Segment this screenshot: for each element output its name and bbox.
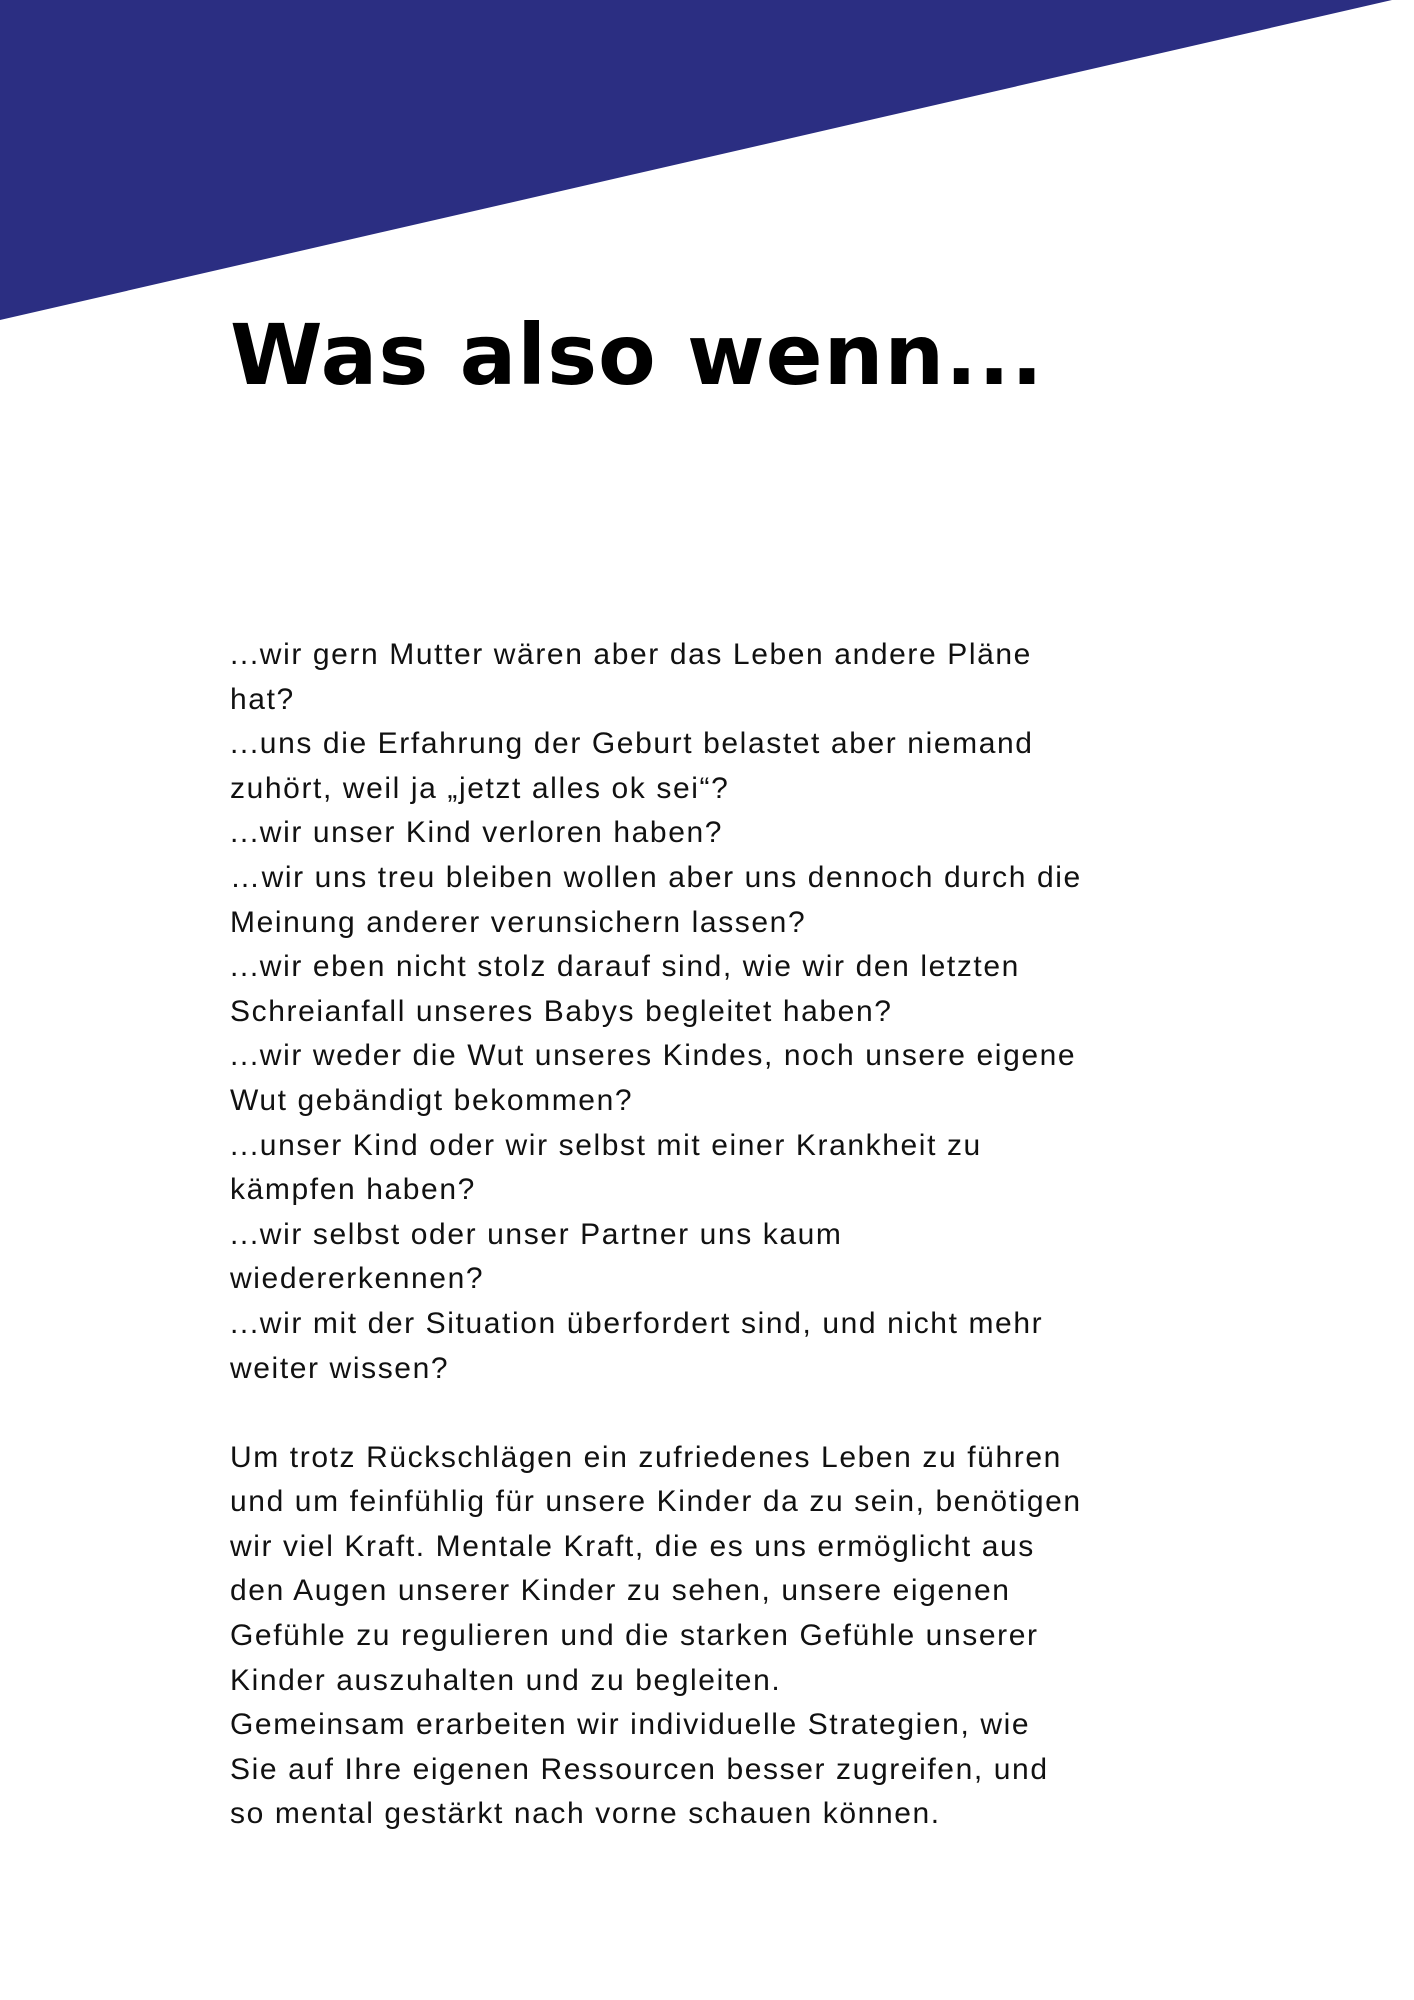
question-line: ...unser Kind oder wir selbst mit einer Krankheit zu — [230, 1128, 982, 1162]
question-line: ...wir selbst oder unser Partner uns kaum — [230, 1217, 843, 1251]
question-line: kämpfen haben? — [230, 1173, 476, 1207]
closing-line: Um trotz Rückschlägen ein zufriedenes Leben zu führen — [230, 1440, 1062, 1474]
closing-line: so mental gestärkt nach vorne schauen können. — [230, 1797, 941, 1831]
question-line: ...wir mit der Situation überfordert sind, und nicht mehr — [230, 1306, 1044, 1340]
question-line: weiter wissen? — [230, 1351, 450, 1385]
body-text — [230, 633, 1130, 1837]
question-line: ...wir eben nicht stolz darauf sind, wie wir den letzten — [230, 950, 1020, 984]
closing-line: den Augen unserer Kinder zu sehen, unsere eigenen — [230, 1574, 1011, 1608]
question-line: ...wir weder die Wut unseres Kindes, noch unsere eigene — [230, 1039, 1077, 1073]
closing-line: Kinder auszuhalten und zu begleiten. — [230, 1663, 782, 1697]
question-line: Meinung anderer verunsichern lassen? — [230, 905, 807, 939]
question-line: zuhört, weil ja „jetzt alles ok sei“? — [230, 771, 730, 805]
question-line: ...uns die Erfahrung der Geburt belastet aber niemand — [230, 727, 1034, 761]
question-line: ...wir gern Mutter wären aber das Leben andere Pläne — [230, 638, 1032, 671]
closing-paragraph — [230, 1436, 1130, 1837]
question-line: Schreianfall unseres Babys begleitet haben? — [230, 994, 893, 1028]
question-line: ...wir unser Kind verloren haben? — [230, 816, 724, 850]
question-line: hat? — [230, 682, 295, 716]
closing-line: Sie auf Ihre eigenen Ressourcen besser zugreifen, und — [230, 1752, 1049, 1786]
paragraph-spacer — [230, 1391, 1130, 1436]
question-line: Wut gebändigt bekommen? — [230, 1083, 634, 1117]
question-line: wiedererkennen? — [230, 1262, 485, 1296]
question-line: …wir uns treu bleiben wollen aber uns dennoch durch die — [230, 860, 1082, 894]
closing-line: Gemeinsam erarbeiten wir individuelle Strategien, wie — [230, 1708, 1031, 1742]
closing-line: und um feinfühlig für unsere Kinder da zu sein, benötigen — [230, 1485, 1082, 1519]
page-title: Was also wenn... — [230, 306, 1044, 404]
banner-shape — [0, 0, 1414, 330]
banner-triangle — [0, 0, 1392, 320]
closing-line: Gefühle zu regulieren und die starken Gefühle unserer — [230, 1619, 1039, 1653]
question-list — [230, 633, 1130, 1391]
closing-line: wir viel Kraft. Mentale Kraft, die es uns ermöglicht aus — [230, 1529, 1035, 1563]
